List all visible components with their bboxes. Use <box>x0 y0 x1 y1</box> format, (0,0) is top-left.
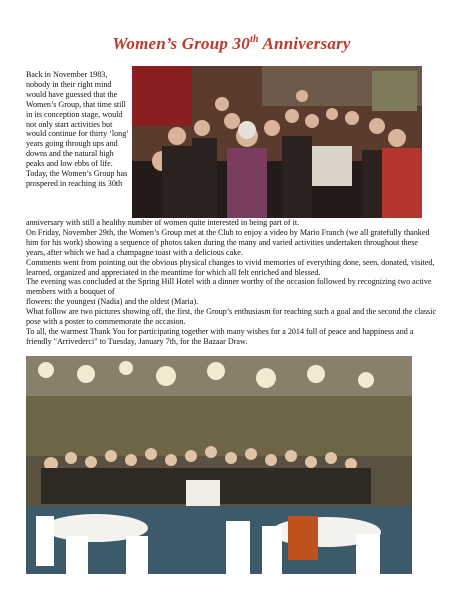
intro-column <box>26 70 130 189</box>
title-tail: Anniversary <box>258 34 351 53</box>
group-dinner-photo <box>26 356 412 574</box>
intro-paragraph: Today, the Women’s Group has prospered in reaching its 30th <box>26 169 128 188</box>
title-superscript: th <box>249 34 259 45</box>
body-paragraph: The evening was concluded at the Spring Hill Hotel with a dinner worthy of the occasion followed by recognizing two active members with a bouquet of <box>26 277 432 297</box>
body-paragraph: To all, the warmest Thank You for participating together with many wishes for a 2014 full of peace and happiness and a friendly "Arrivederci" to Tuesday, January 7th, for the Bazaar Draw. <box>26 326 414 346</box>
body-text <box>26 218 438 347</box>
page-title <box>0 34 463 54</box>
body-paragraph: On Friday, November 29th, the Women’s Group met at the Club to enjoy a video by Mario Franch (we all gratefully thanked him for his work) showing a sequence of photos taken during the many and varied activities undertaken throughout these years, after which we had a champagne toast with a delicious cake. <box>26 227 430 257</box>
group-toast-photo <box>132 66 422 218</box>
body-paragraph: anniversary with still a healthy number of women quite interested in being part of it. <box>26 218 300 227</box>
intro-paragraph: Back in November 1983, nobody in their right mind would have guessed that the Women’s Group, that time still in its conception stage, would not only start activities but would continue for thirty ‘long’ years going through ups and downs and the natural high peaks and low ebbs of life. <box>26 70 129 169</box>
body-paragraph: Comments went from pointing out the obvious physical changes to vivid memories of everything done, seen, donated, visited, learned, organized and appreciated in the meantime for which all felt enriched and blessed. <box>26 257 435 277</box>
body-paragraph: flowers: the youngest (Nadia) and the oldest (Maria). <box>26 297 199 307</box>
title-main: Women’s Group 30 <box>112 34 250 53</box>
body-paragraph: What follow are two pictures showing off, the first, the Group’s enthusiasm for reaching such a goal and the second the classic pose with a poster to commemorate the occasion. <box>26 307 437 327</box>
